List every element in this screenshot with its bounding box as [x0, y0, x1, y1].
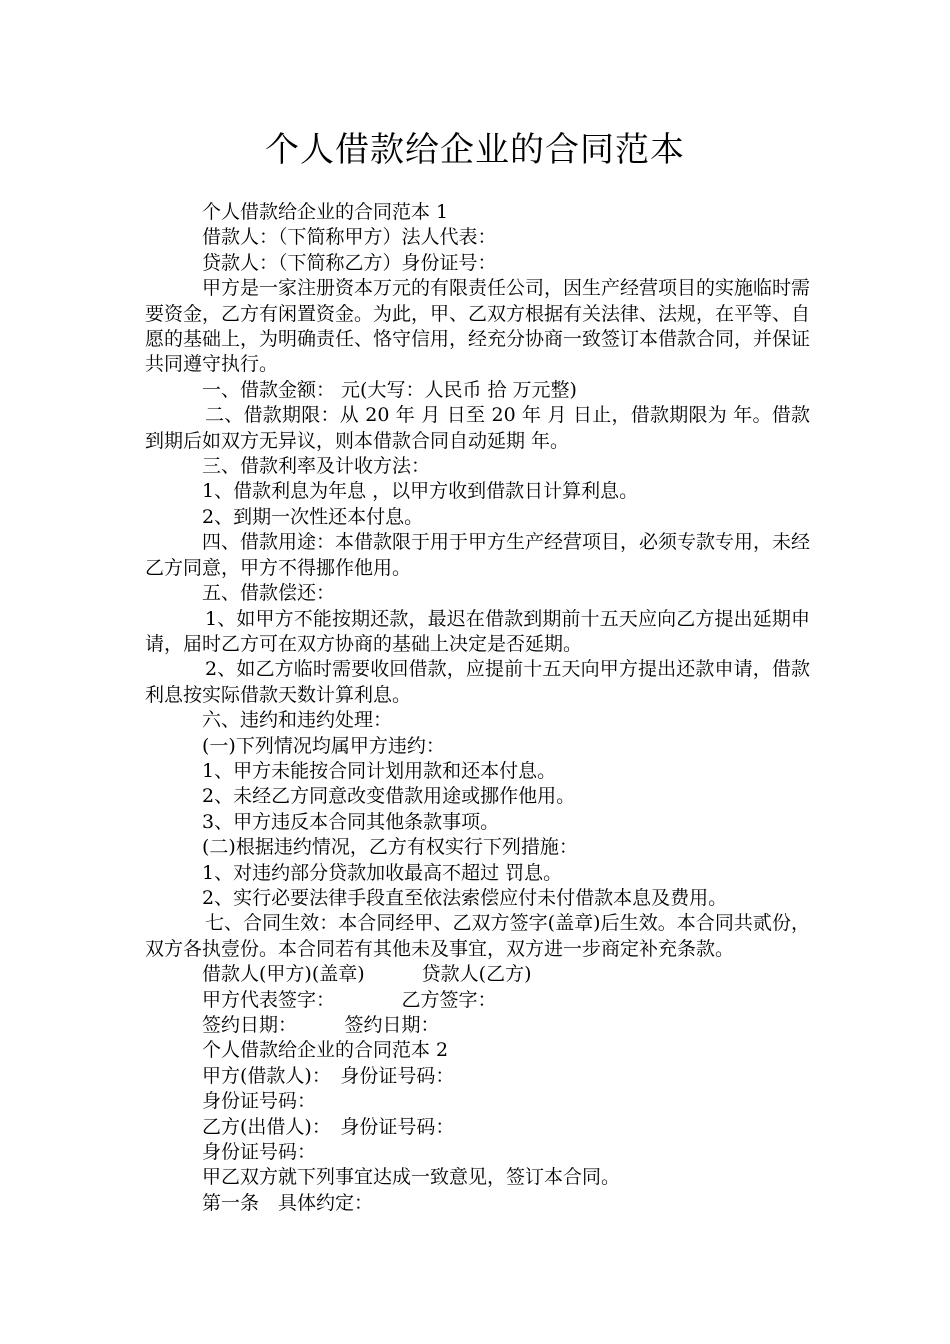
clause-4-purpose: 四、借款用途：本借款限于用于甲方生产经营项目，必须专款专用，未经乙方同意，甲方不得挪作他用。 [145, 531, 811, 579]
clause-2-term: 二、借款期限：从 20 年 月 日至 20 年 月 日止，借款期限为 年。借款到期后如双方无异议，则本借款合同自动延期 年。 [145, 404, 810, 452]
party-b-line: 乙方(出借人)： 身份证号码： [202, 1115, 455, 1138]
clause-3-item-2: 2、到期一次性还本付息。 [202, 505, 424, 528]
preamble-paragraph: 甲方是一家注册资本万元的有限责任公司，因生产经营项目的实施临时需要资金，乙方有闲置资金。为此，甲、乙双方根据有关法律、法规，在平等、自愿的基础上，为明确责任、恪守信用，经充分协商一致签订本借款合同，并保证共同遵守执行。 [145, 277, 811, 376]
clause-5-repayment: 五、借款偿还： [202, 582, 336, 605]
signature-date-line: 签约日期： 签约日期： [202, 1014, 440, 1036]
clause-3-item-1: 1、借款利息为年息 ，以甲方收到借款日计算利息。 [202, 480, 639, 503]
article-1-heading: 第一条 具体约定： [202, 1191, 374, 1214]
clause-6-part-1-item-2: 2、未经乙方同意改变借款用途或挪作他用。 [202, 785, 576, 808]
clause-6-part-1-item-1: 1、甲方未能按合同计划用款和还本付息。 [202, 759, 557, 782]
document-body [145, 200, 810, 1216]
borrower-line: 借款人：（下简称甲方）法人代表： [202, 226, 497, 249]
section-heading-sample-2: 个人借款给企业的合同范本 2 [202, 1039, 449, 1062]
clause-5-item-1: 1、如甲方不能按期还款，最迟在借款到期前十五天应向乙方提出延期申请，届时乙方可在双方协商的基础上决定是否延期。 [145, 607, 810, 655]
clause-6-part-2: (二)根据违约情况，乙方有权实行下列措施： [202, 836, 578, 859]
clause-6-part-2-item-1: 1、对违约部分贷款加收最高不超过 罚息。 [202, 861, 563, 884]
signature-parties-line: 借款人(甲方)(盖章) 贷款人(乙方) [202, 963, 532, 986]
clause-6-breach: 六、违约和违约处理： [202, 709, 393, 732]
clause-5-item-2: 2、如乙方临时需要收回借款，应提前十五天向甲方提出还款申请，借款利息按实际借款天数计算利息。 [145, 658, 810, 706]
clause-7-effect: 七、合同生效：本合同经甲、乙双方签字(盖章)后生效。本合同共贰份，双方各执壹份。本合同若有其他未及事宜，双方进一步商定补充条款。 [145, 912, 810, 960]
clause-6-part-1-item-3: 3、甲方违反本合同其他条款事项。 [202, 810, 500, 833]
clause-1-amount: 一、借款金额： 元(大写：人民币 拾 万元整) [202, 378, 577, 401]
party-a-id-line: 身份证号码： [202, 1090, 317, 1113]
section-heading-sample-1: 个人借款给企业的合同范本 1 [202, 201, 449, 223]
clause-6-part-2-item-2: 2、实行必要法律手段直至依法索偿应付未付借款本息及费用。 [202, 886, 728, 909]
lender-line: 贷款人：（下简称乙方）身份证号： [202, 251, 497, 274]
signature-sign-line: 甲方代表签字： 乙方签字： [202, 988, 497, 1011]
agreement-statement: 甲乙双方就下列事宜达成一致意见，签订本合同。 [202, 1166, 621, 1189]
party-b-id-line: 身份证号码： [202, 1141, 317, 1164]
clause-6-part-1: (一)下列情况均属甲方违约： [202, 734, 445, 757]
party-a-line: 甲方(借款人)： 身份证号码： [202, 1064, 455, 1087]
clause-3-interest: 三、借款利率及计收方法： [202, 455, 431, 478]
document-title: 个人借款给企业的合同范本 [265, 130, 685, 170]
